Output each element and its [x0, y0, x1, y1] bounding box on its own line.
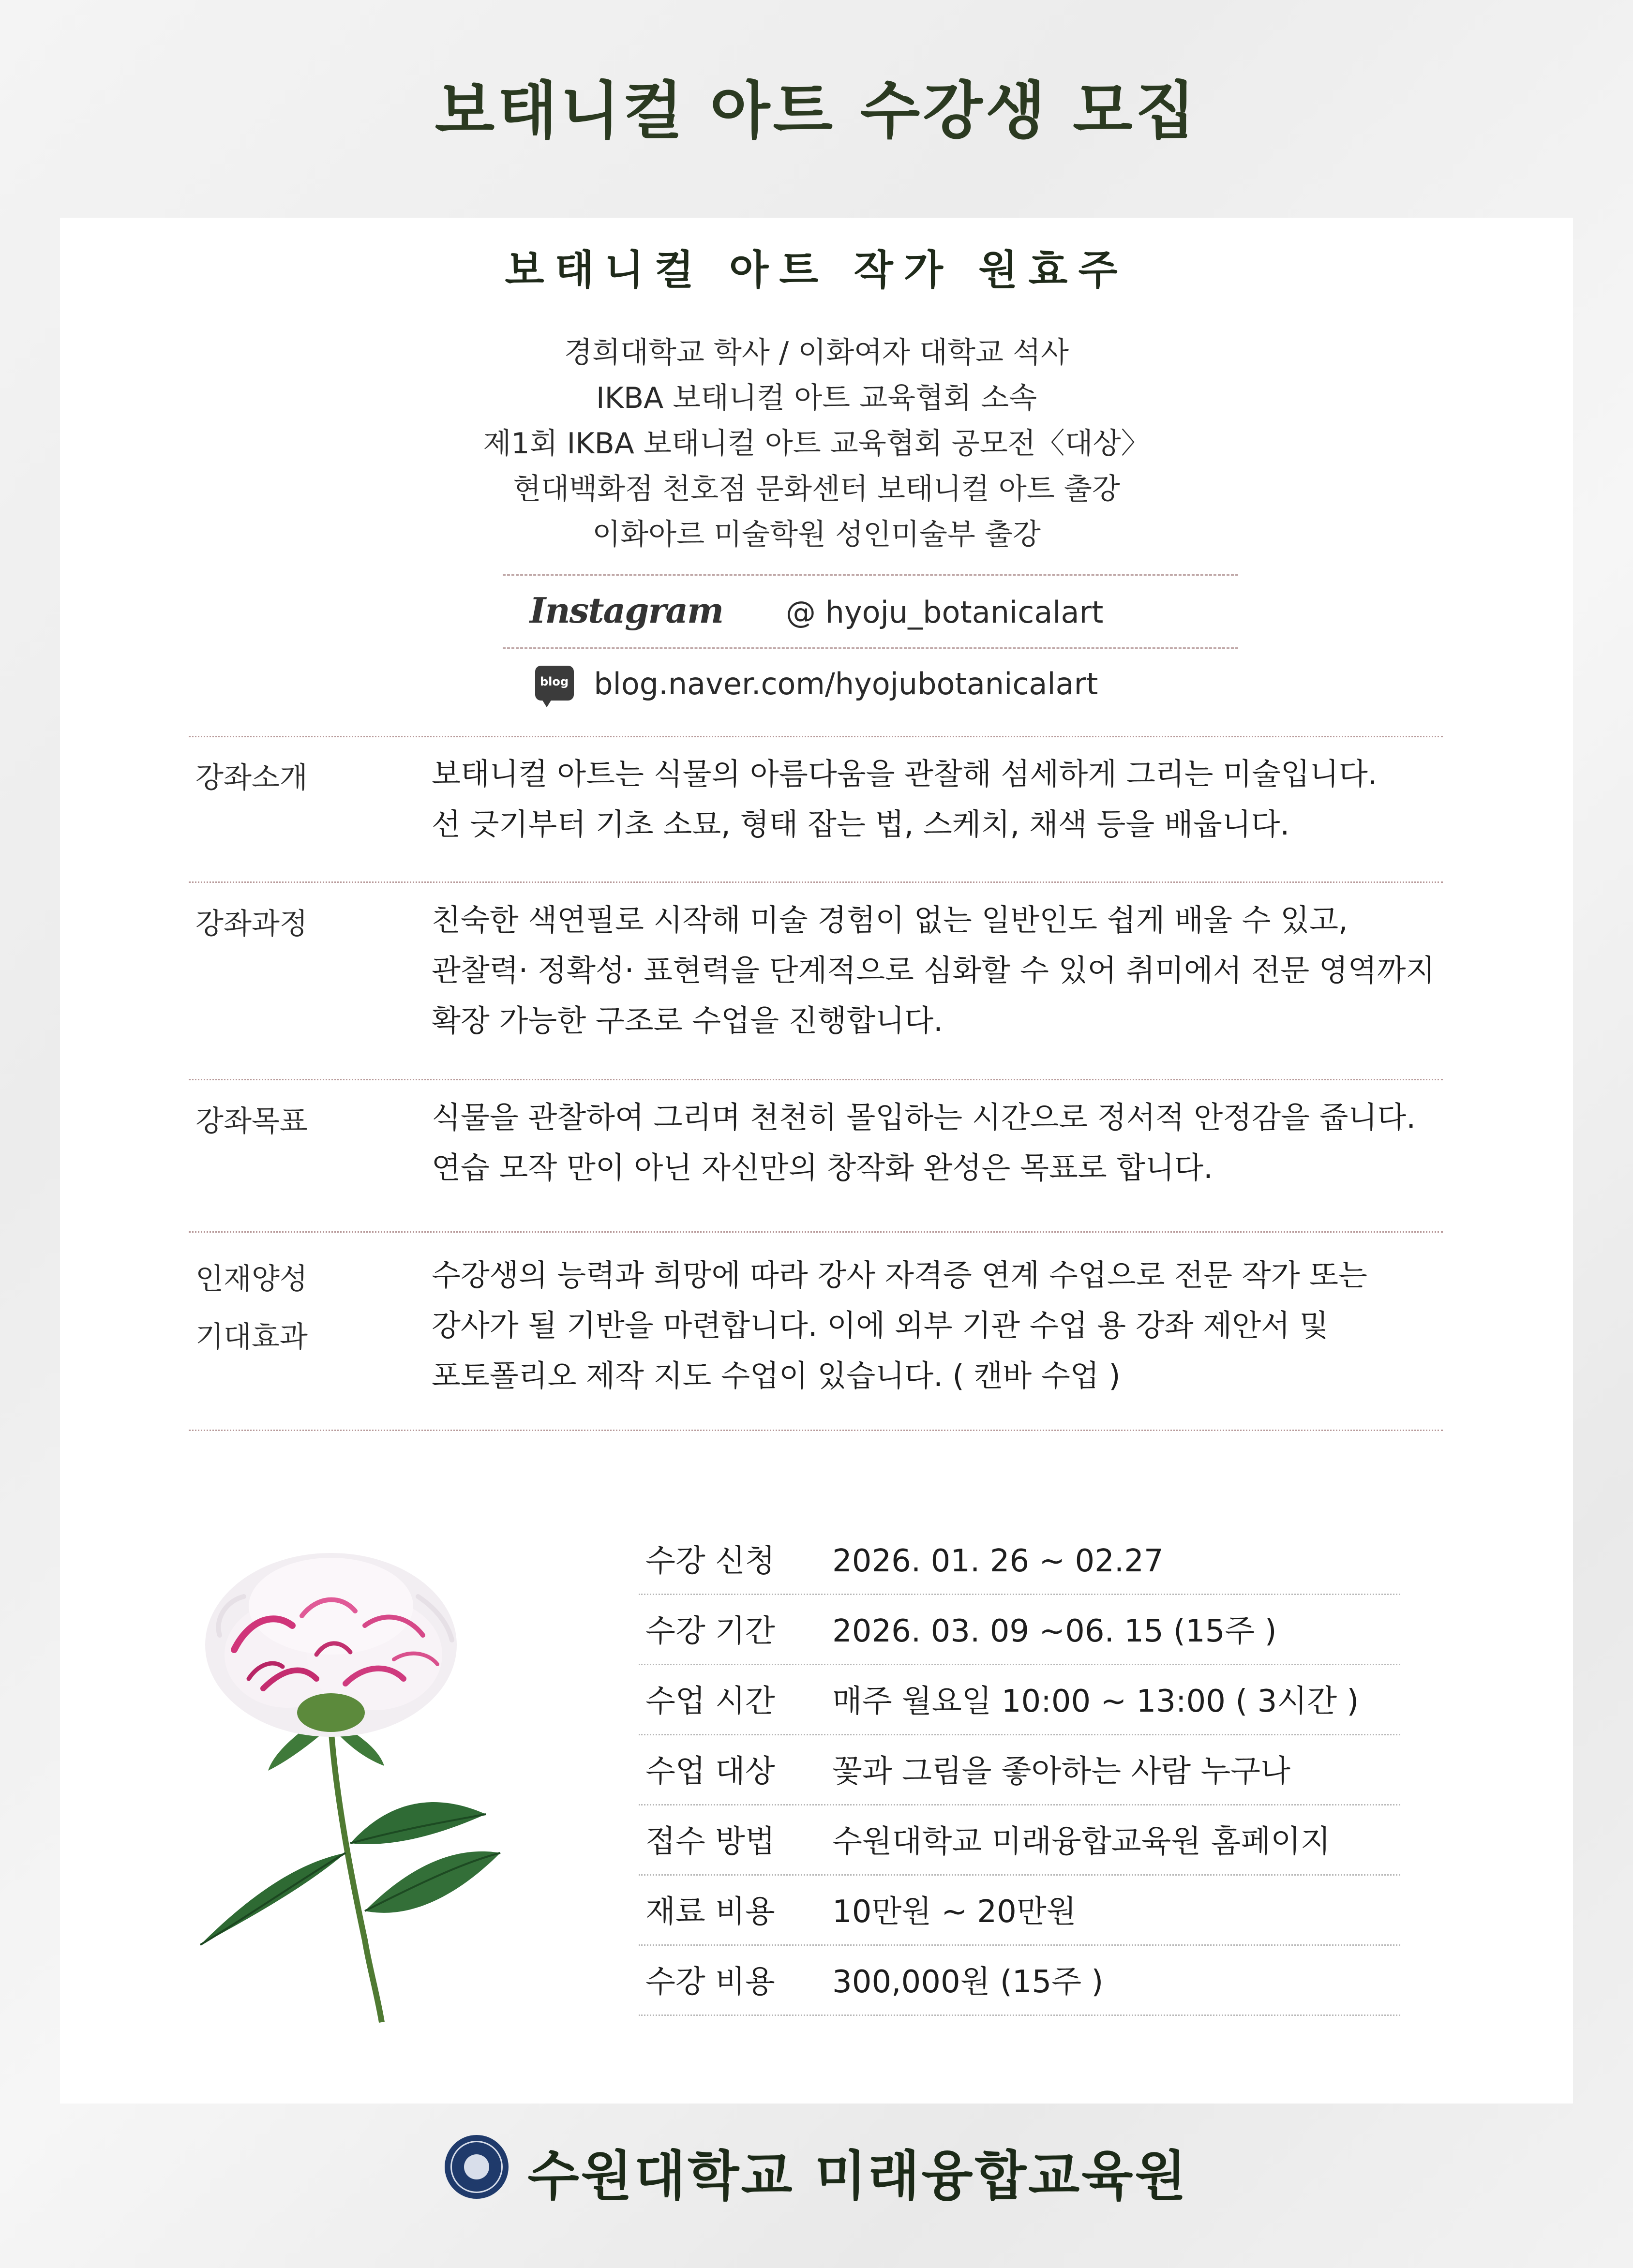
info-row [639, 1805, 1400, 1876]
peony-flower-illustration [191, 1543, 578, 2027]
section-body: 식물을 관찰하여 그리며 천천히 몰입하는 시간으로 정서적 안정감을 줍니다. 연습 모작 만이 아닌 자신만의 창작화 완성은 목표로 합니다. [432, 1100, 1416, 1185]
bio-line: 현대백화점 천호점 문화센터 보태니컬 아트 출강 [513, 472, 1120, 506]
info-row [639, 1735, 1400, 1805]
section-label: 강좌목표 [195, 1104, 308, 1138]
university-seal-icon [445, 2135, 509, 2199]
info-row [639, 1665, 1400, 1735]
info-value: 10만원 ~ 20만원 [832, 1894, 1077, 1930]
blog-icon: blog [535, 666, 574, 701]
footer [0, 2134, 1633, 2210]
section-body: 친숙한 색연필로 시작해 미술 경험이 없는 일반인도 쉽게 배울 수 있고, 관찰력· 정확성· 표현력을 단계적으로 심화할 수 있어 취미에서 전문 영역까지 확장 가능한 구조로 수업을 진행합니다. [432, 902, 1435, 1038]
info-key: 수강 비용 [645, 1964, 775, 2000]
section-body: 보태니컬 아트는 식물의 아름다움을 관찰해 섬세하게 그리는 미술입니다. 선 긋기부터 기초 소묘, 형태 잡는 법, 스케치, 채색 등을 배웁니다. [432, 756, 1378, 842]
info-row [639, 1946, 1400, 2016]
info-row [639, 1876, 1400, 1946]
info-key: 접수 방법 [645, 1824, 775, 1860]
section-label: 강좌소개 [195, 761, 308, 795]
page-title: 보태니컬 아트 수강생 모집 [434, 75, 1199, 147]
bio-line: IKBA 보태니컬 아트 교육협회 소속 [596, 381, 1037, 415]
info-value: 2026. 03. 09 ~06. 15 (15주 ) [832, 1613, 1277, 1649]
section-divider [189, 736, 1443, 737]
info-row [639, 1525, 1400, 1595]
blog-url-link[interactable]: blog.naver.com/hyojubotanicalart [594, 666, 1098, 701]
info-key: 수강 기간 [645, 1613, 775, 1649]
section-body: 수강생의 능력과 희망에 따라 강사 자격증 연계 수업으로 전문 작가 또는 강사가 될 기반을 마련합니다. 이에 외부 기관 수업 용 강좌 제안서 및 포토폴리오 제작 지도 수업이 있습니다. ( 캔바 수업 ) [432, 1257, 1367, 1393]
blog-row [60, 660, 1573, 708]
divider [503, 574, 1238, 576]
info-key: 수강 신청 [645, 1543, 775, 1579]
info-value: 꽃과 그림을 좋아하는 사람 누구나 [832, 1754, 1290, 1790]
instagram-row [60, 586, 1573, 637]
content-card [60, 218, 1573, 2104]
info-value: 300,000원 (15주 ) [832, 1964, 1104, 2000]
course-info-table [639, 1525, 1400, 2016]
author-title: 보태니컬 아트 작가 원효주 [505, 246, 1128, 294]
bio-line: 이화아르 미술학원 성인미술부 출강 [592, 518, 1041, 552]
section-divider [189, 881, 1443, 883]
section-divider [189, 1079, 1443, 1080]
info-value: 2026. 01. 26 ~ 02.27 [832, 1543, 1164, 1579]
section-label: 강좌과정 [195, 907, 308, 941]
section-divider [189, 1430, 1443, 1431]
instagram-logo-icon: Instagram [529, 590, 723, 631]
bio-line: 경희대학교 학사 / 이화여자 대학교 석사 [564, 336, 1069, 370]
info-key: 재료 비용 [645, 1894, 775, 1930]
info-value: 수원대학교 미래융합교육원 홈페이지 [832, 1824, 1331, 1860]
author-bio [60, 330, 1573, 557]
info-key: 수업 시간 [645, 1684, 775, 1719]
info-value: 매주 월요일 10:00 ~ 13:00 ( 3시간 ) [832, 1684, 1359, 1719]
divider [503, 647, 1238, 649]
organization-name: 수원대학교 미래융합교육원 [527, 2145, 1188, 2207]
info-row [639, 1595, 1400, 1665]
bio-line: 제1회 IKBA 보태니컬 아트 교육협회 공모전〈대상〉 [483, 427, 1150, 461]
section-label: 인재양성 기대효과 [195, 1262, 308, 1354]
instagram-handle-link[interactable]: @ hyoju_botanicalart [785, 595, 1104, 630]
section-divider [189, 1231, 1443, 1233]
info-key: 수업 대상 [645, 1754, 775, 1790]
